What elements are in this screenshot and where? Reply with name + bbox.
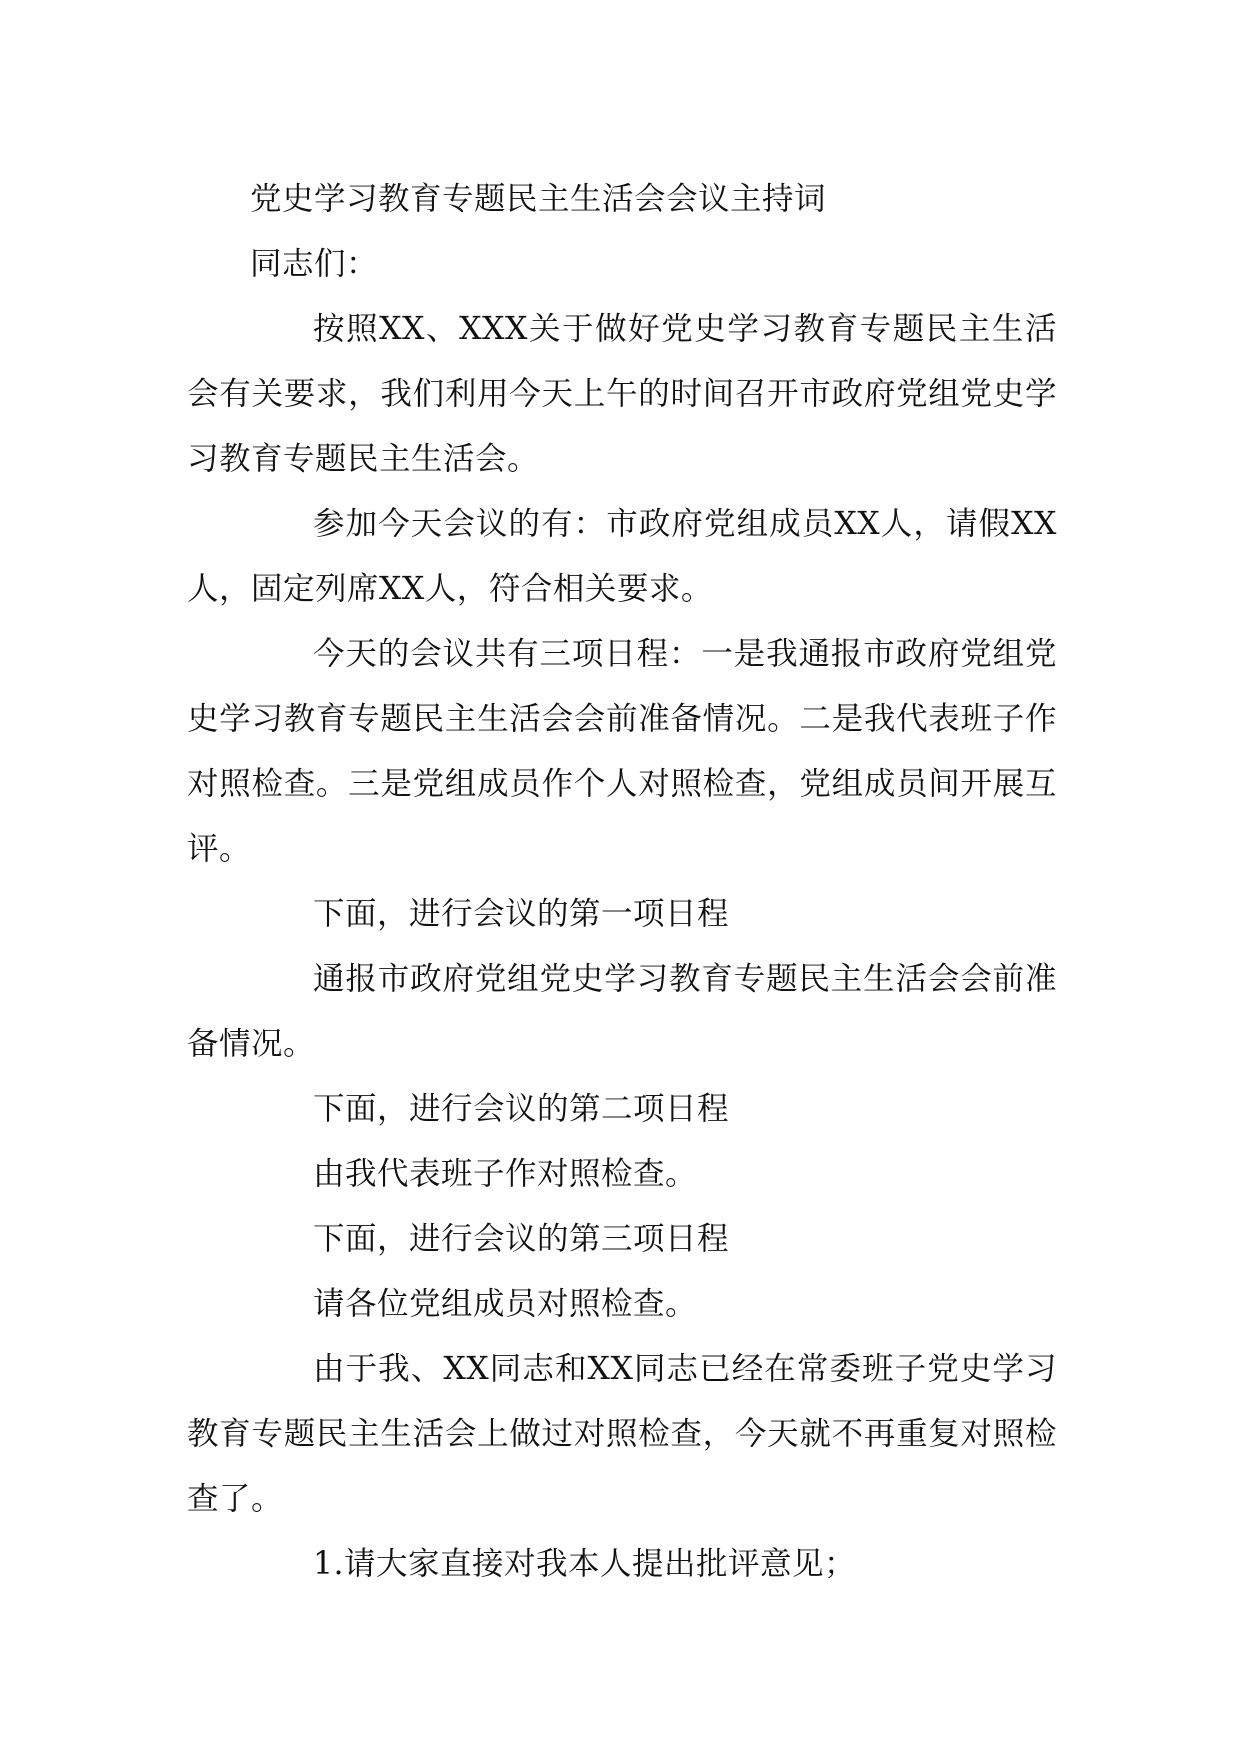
paragraph: 下面，进行会议的第一项日程 <box>313 896 730 932</box>
paragraph: 由于我、XX同志和XX同志已经在常委班子党史学习教育专题民主生活会上做过对照检查，今天就不再重复对照检查了。 <box>187 1351 1057 1517</box>
paragraph: 1.请大家直接对我本人提出批评意见； <box>313 1546 857 1582</box>
greeting: 同志们： <box>250 246 379 282</box>
paragraph: 通报市政府党组党史学习教育专题民主生活会会前准备情况。 <box>187 961 1057 1062</box>
paragraph: 请各位党组成员对照检查。 <box>313 1286 698 1322</box>
paragraph: 下面，进行会议的第三项日程 <box>313 1221 730 1257</box>
document-body <box>187 167 1057 1597</box>
paragraph: 按照XX、XXX关于做好党史学习教育专题民主生活会有关要求，我们利用今天上午的时间召开市政府党组党史学习教育专题民主生活会。 <box>187 311 1057 477</box>
paragraph: 由我代表班子作对照检查。 <box>313 1156 698 1192</box>
document-title: 党史学习教育专题民主生活会会议主持词 <box>250 181 827 217</box>
paragraph: 今天的会议共有三项日程：一是我通报市政府党组党史学习教育专题民主生活会会前准备情况。二是我代表班子作对照检查。三是党组成员作个人对照检查，党组成员间开展互评。 <box>187 636 1057 867</box>
paragraph: 参加今天会议的有：市政府党组成员XX人，请假XX人，固定列席XX人，符合相关要求。 <box>187 506 1057 607</box>
paragraph: 下面，进行会议的第二项日程 <box>313 1091 730 1127</box>
